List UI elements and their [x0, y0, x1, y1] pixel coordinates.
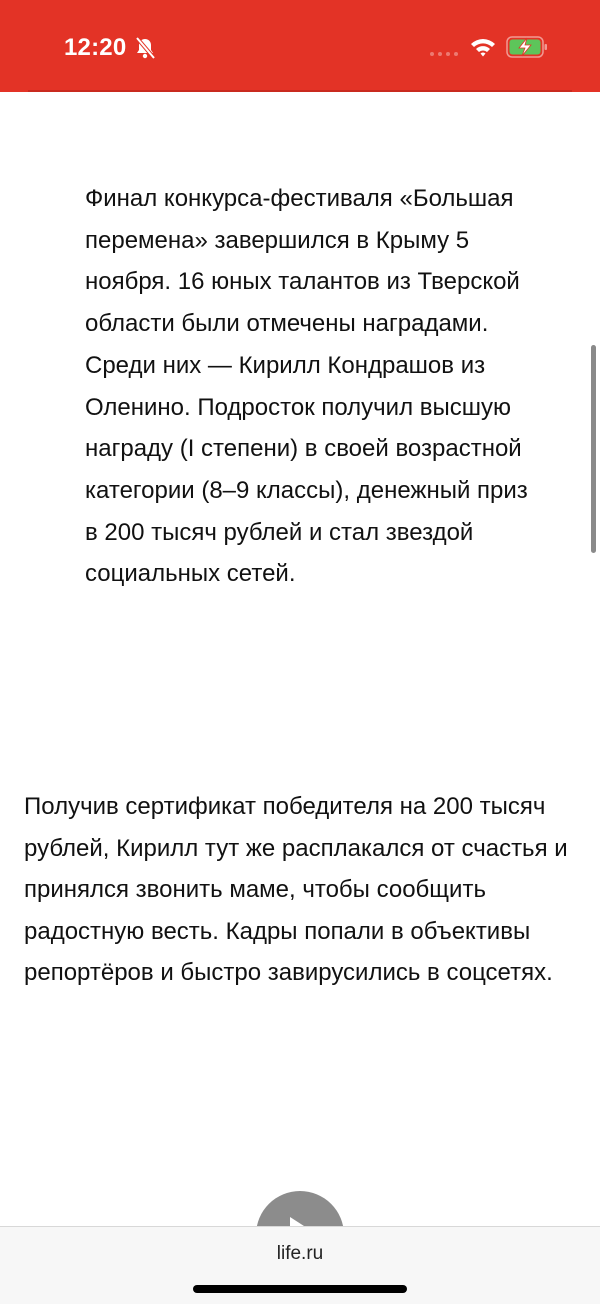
home-indicator[interactable]: [193, 1285, 407, 1293]
bell-slash-icon: [134, 36, 156, 60]
browser-bottom-bar: [0, 1226, 600, 1304]
clock: 12:20: [64, 34, 127, 61]
header-divider: [28, 90, 572, 92]
battery-charging-icon: [506, 36, 548, 58]
article-paragraph: Получив сертификат победителя на 200 тысяч рублей, Кирилл тут же расплакался от счастья и принялся звонить маме, чтобы сообщить радостную весть. Кадры попали в объективы репортёров и быстро завирусились в соцсетях.: [24, 793, 568, 987]
article-quote: Финал конкурса-фестиваля «Большая перемена» завершился в Крыму 5 ноября. 16 юных талантов из Тверской области были отмечены наградами. Среди них — Кирилл Кондрашов из Оленино. Подросток получил высшую награду (I степени) в своей возрастной категории (8–9 классы), денежный приз в 200 тысяч рублей и стал звездой социальных сетей.: [85, 185, 528, 588]
status-bar: [0, 0, 600, 92]
scrollbar[interactable]: [591, 345, 596, 553]
url-label[interactable]: life.ru: [276, 1243, 324, 1264]
wifi-icon: [470, 37, 496, 57]
signal-dots-icon: [430, 52, 458, 56]
